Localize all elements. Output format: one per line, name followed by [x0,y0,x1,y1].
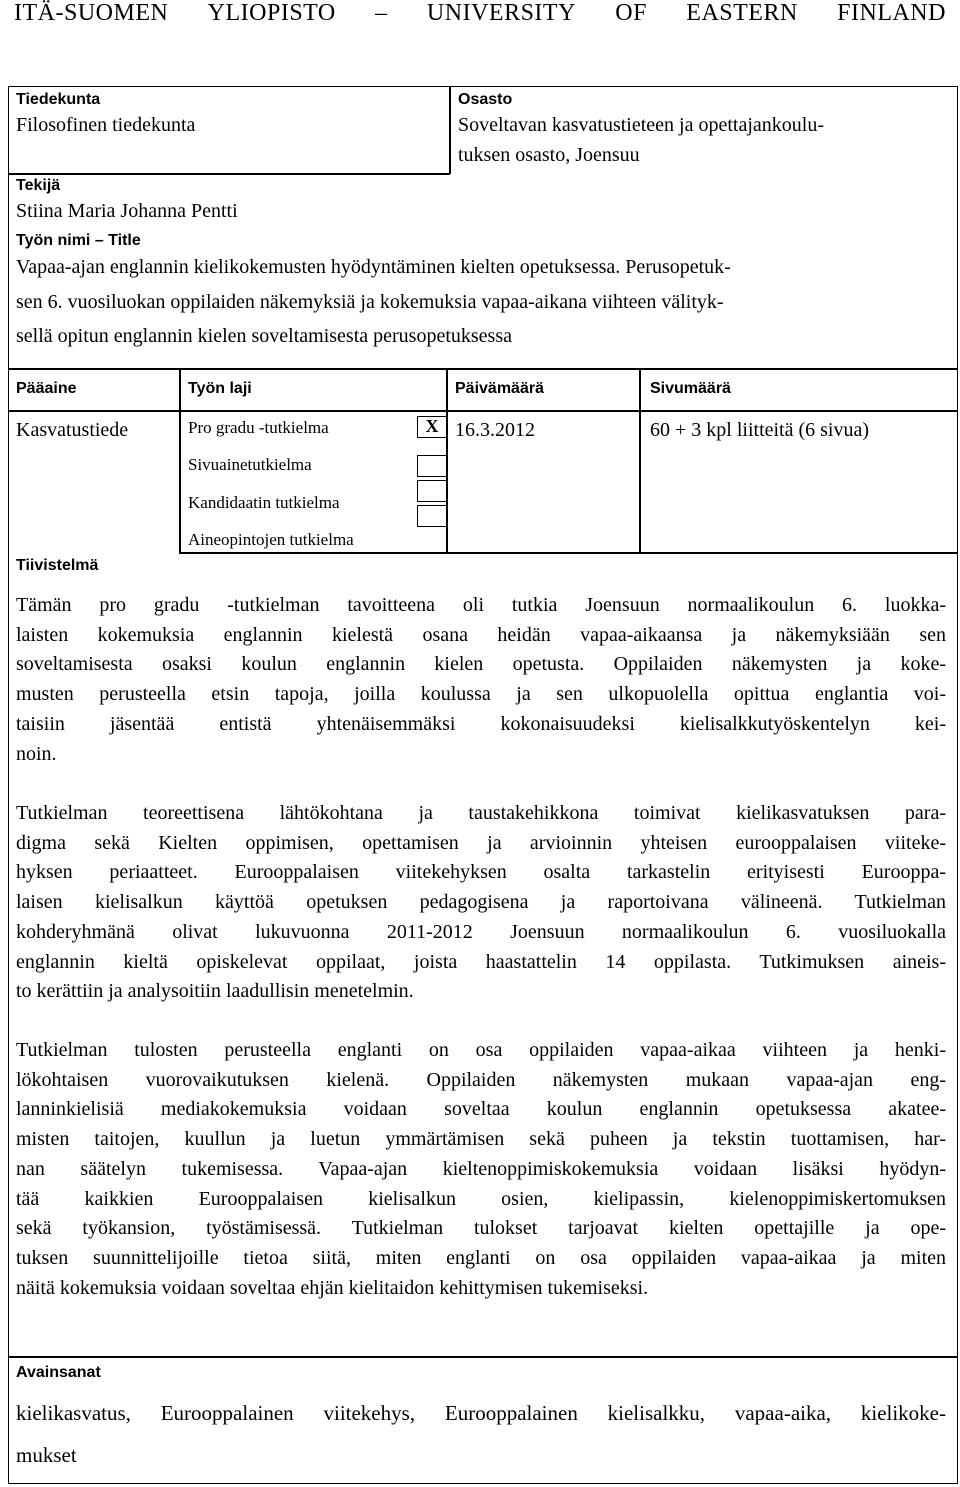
meta-top-divider [8,368,958,370]
date-column-divider [639,368,641,553]
work-type-checkbox[interactable] [417,505,447,527]
header-word: OF [615,0,647,26]
header-word: FINLAND [837,0,946,26]
department-value-line: tuksen osasto, Joensuu [458,144,640,166]
abstract-label: Tiivistelmä [16,557,99,574]
date-value: 16.3.2012 [455,419,535,441]
abstract-paragraph [16,1036,946,1303]
header-word: – [375,0,388,26]
work-type-option: Aineopintojen tutkielma [188,530,354,549]
keywords-line: mukset [16,1443,77,1467]
abstract-line: soveltamisesta osaksi koulun englannin kielen opetusta. Oppilaiden näkemysten ja koke- [16,653,946,676]
university-header [14,0,946,27]
major-column-divider [179,368,181,553]
abstract-line: tää kaikkien Eurooppalaisen kielisalkun osien, kielipassin, kielenoppimiskertomuksen [16,1187,946,1210]
header-word: YLIOPISTO [207,0,336,26]
work-type-checkbox[interactable] [417,480,447,502]
faculty-bottom-divider [8,173,450,175]
abstract-line: laisten kokemuksia englannin kielestä osana heidän vapaa-aikaansa ja näkemyksiään sen [16,623,946,646]
abstract-line: noin. [16,742,57,765]
keywords-line: kielikasvatus, Eurooppalainen viitekehys, Eurooppalainen kielisalkku, vapaa-aika, kielikoke- [16,1401,946,1425]
header-word: EASTERN [686,0,798,26]
work-type-option: Pro gradu -tutkielma [188,418,329,437]
keywords-label: Avainsanat [16,1364,101,1381]
work-type-option: Kandidaatin tutkielma [188,493,340,512]
abstract-line: lanninkielisiä mediakokemuksia voidaan soveltaa koulun englannin opetuksessa akatee- [16,1098,946,1121]
abstract-line: musten perusteella etsin tapoja, joilla koulussa ja sen ulkopuolella opittua englantia voi- [16,683,946,706]
major-label: Pääaine [16,380,77,397]
pages-label: Sivumäärä [650,380,731,397]
abstract-line: sekä työkansion, työstämisessä. Tutkielman tulokset tarjoavat kielten opettajille ja ope- [16,1217,946,1240]
abstract-line: hyksen periaatteet. Eurooppalaisen viitekehyksen osalta tarkastelin erityisesti Eurooppa- [16,861,946,884]
abstract-line: nan säätelyn tukemisessa. Vapaa-ajan kieltenoppimiskokemuksia voidaan lisäksi hyödyn- [16,1157,946,1180]
abstract-line: laisen kielisalkun käyttöä opetuksen pedagogisena ja raportoivana välineenä. Tutkielman [16,891,946,914]
work-type-checkbox[interactable] [417,455,447,477]
date-label: Päivämäärä [455,380,544,397]
department-value-line: Soveltavan kasvatustieteen ja opettajankoulu- [458,114,824,136]
abstract-line: Tämän pro gradu -tutkielman tavoitteena oli tutkia Joensuun normaalikoulun 6. luokka- [16,594,946,616]
meta-bottom-divider [179,552,958,554]
work-title-line: sen 6. vuosiluokan oppilaiden näkemyksiä ja kokemuksia vapaa-aikana viihteen välityk- [16,291,724,313]
abstract-line: Tutkielman teoreettisena lähtökohtana ja taustakehikkona toimivat kielikasvatuksen para- [16,802,946,824]
major-value: Kasvatustiede [16,419,129,441]
work-type-label: Työn laji [188,380,252,397]
faculty-label: Tiedekunta [16,91,101,108]
header-word: ITÄ-SUOMEN [14,0,169,26]
author-label: Tekijä [16,177,61,194]
abstract-line: digma sekä Kielten oppimisen, opettamisen ja arvioinnin yhteisen eurooppalaisen viiteke- [16,831,946,854]
work-type-option: Sivuainetutkielma [188,455,312,474]
keywords-text [16,1392,946,1476]
work-type-checkbox[interactable]: X [417,416,447,438]
abstract-line: Tutkielman tulosten perusteella englanti on osa oppilaiden vapaa-aikaa viihteen ja henki- [16,1039,946,1061]
abstract-line: kohderyhmänä olivat lukuvuonna 2011-2012 Joensuun normaalikoulun 6. vuosiluokalla [16,920,946,943]
faculty-value: Filosofinen tiedekunta [16,114,196,136]
abstract-line: lökohtaisen vuorovaikutuksen kielenä. Oppilaiden näkemysten mukaan vapaa-ajan eng- [16,1068,946,1091]
abstract-paragraph [16,799,946,1007]
pages-value: 60 + 3 kpl liitteitä (6 sivua) [650,419,870,441]
abstract-line: misten taitojen, kuullun ja luetun ymmärtämisen sekä puheen ja tekstin tuottamisen, har- [16,1128,946,1151]
faculty-department-divider [449,86,451,174]
header-word: UNIVERSITY [426,0,576,26]
keywords-divider [8,1356,958,1358]
abstract-line: näitä kokemuksia voidaan soveltaa ehjän kielitaidon kehittymisen tukemiseksi. [16,1276,649,1299]
department-label: Osasto [458,91,513,108]
work-title-label: Työn nimi – Title [16,232,141,249]
abstract-line: englannin kieltä opiskelevat oppilaat, joista haastattelin 14 oppilasta. Tutkimuksen aineis- [16,950,946,973]
author-value: Stiina Maria Johanna Pentti [16,200,238,222]
abstract-line: tuksen suunnittelijoille tietoa siitä, miten englanti on osa oppilaiden vapaa-aikaa ja miten [16,1246,946,1269]
abstract-line: taisiin jäsentää entistä yhtenäisemmäksi kokonaisuudeksi kielisalkkutyöskentelyn kei- [16,712,946,735]
work-title-line: Vapaa-ajan englannin kielikokemusten hyödyntäminen kielten opetuksessa. Perusopetuk- [16,256,731,278]
abstract-line: to kerättiin ja analysoitiin laadullisin menetelmin. [16,980,414,1003]
meta-header-divider [8,410,958,412]
work-title-line: sellä opitun englannin kielen soveltamisesta perusopetuksessa [16,325,512,347]
abstract-paragraph [16,591,946,769]
